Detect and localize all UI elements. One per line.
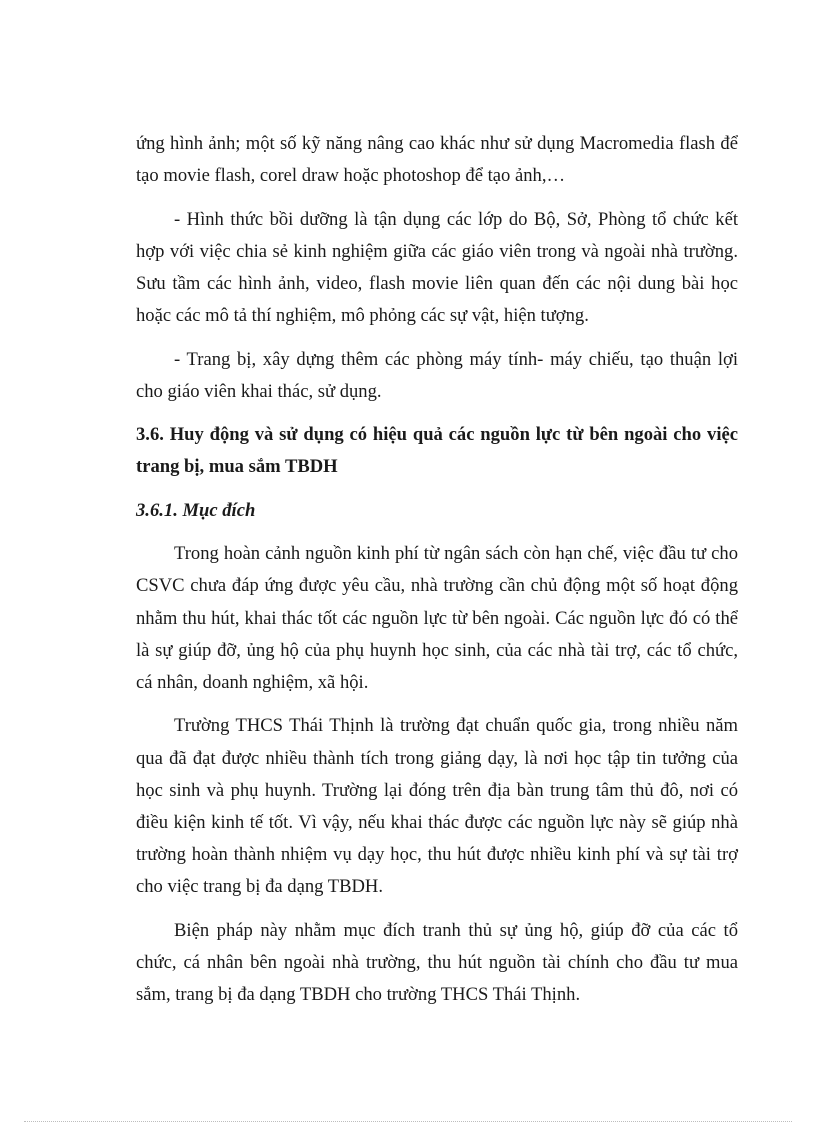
subsection-heading: 3.6.1. Mục đích (136, 499, 256, 521)
document-body (136, 128, 738, 1023)
paragraph-measure-purpose: Biện pháp này nhằm mục đích tranh thủ sự ủng hộ, giúp đỡ của các tổ chức, cá nhân bên ngoài nhà trường, thu hút nguồn tài chính cho đầu tư mua sắm, trang bị đa dạng TBDH cho trường THCS Thái Thịnh. (136, 919, 738, 1006)
page-bottom-divider (24, 1121, 792, 1122)
paragraph-equipment-rooms: - Trang bị, xây dựng thêm các phòng máy tính- máy chiếu, tạo thuận lợi cho giáo viên khai thác, sử dụng. (136, 348, 738, 402)
paragraph-continuation: ứng hình ảnh; một số kỹ năng nâng cao khác như sử dụng Macromedia flash để tạo movie flash, corel draw hoặc photoshop để tạo ảnh,… (136, 133, 738, 187)
paragraph-budget-context: Trong hoàn cảnh nguồn kinh phí từ ngân sách còn hạn chế, việc đầu tư cho CSVC chưa đáp ứng được yêu cầu, nhà trường cần chủ động một số hoạt động nhằm thu hút, khai thác tốt các nguồn lực từ bên ngoài. Các nguồn lực đó có thể là sự giúp đỡ, ủng hộ của phụ huynh học sinh, của các nhà tài trợ, các tổ chức, cá nhân, doanh nghiệm, xã hội. (136, 543, 738, 693)
paragraph-school-profile: Trường THCS Thái Thịnh là trường đạt chuẩn quốc gia, trong nhiều năm qua đã đạt được nhiều thành tích trong giảng dạy, là nơi học tập tin tưởng của học sinh và phụ huynh. Trường lại đóng trên địa bàn trung tâm thủ đô, nơi có điều kiện kinh tế tốt. Vì vậy, nếu khai thác được các nguồn lực này sẽ giúp nhà trường hoàn thành nhiệm vụ dạy học, thu hút được nhiều kinh phí và sự tài trợ cho việc trang bị đa dạng TBDH. (136, 715, 738, 898)
paragraph-training-form: - Hình thức bồi dưỡng là tận dụng các lớp do Bộ, Sở, Phòng tổ chức kết hợp với việc chia sẻ kinh nghiệm giữa các giáo viên trong và ngoài nhà trường. Sưu tầm các hình ảnh, video, flash movie liên quan đến các nội dung bài học hoặc các mô tả thí nghiệm, mô phỏng các sự vật, hiện tượng. (136, 208, 738, 327)
section-heading: 3.6. Huy động và sử dụng có hiệu quả các nguồn lực từ bên ngoài cho việc trang bị, mua sắm TBDH (136, 424, 738, 478)
